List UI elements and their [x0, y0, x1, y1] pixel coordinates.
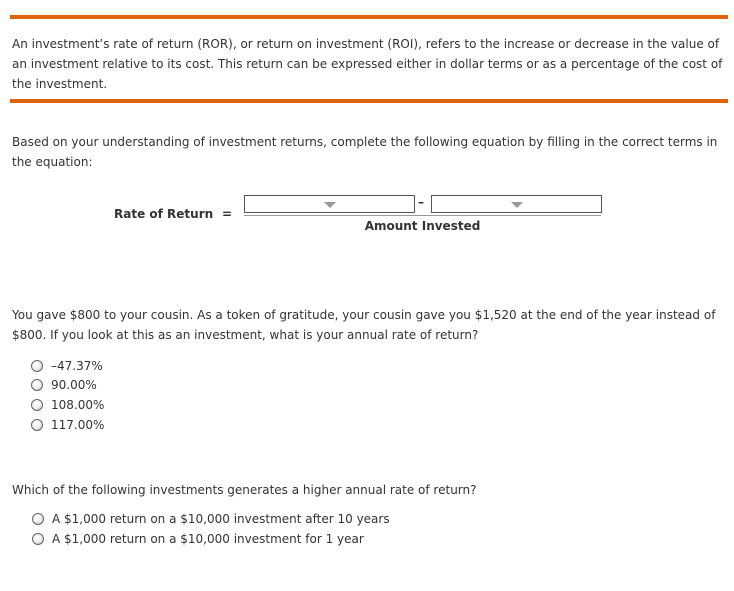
option-label: A $1,000 return on a $10,000 investment after 10 years	[52, 512, 390, 526]
q2-prompt: You gave $800 to your cousin. As a token of gratitude, your cousin gave you $1,520 at the end of the year instead of $800. If you look at this as an investment, what is your annual rate of return?	[12, 308, 716, 342]
option-label: –47.37%	[51, 359, 103, 373]
q3-option[interactable]	[32, 529, 364, 549]
radio-button[interactable]	[32, 513, 44, 525]
radio-button[interactable]	[31, 399, 43, 411]
numerator-term-1-select[interactable]	[244, 195, 415, 213]
equals-sign: =	[222, 207, 233, 221]
q2-option[interactable]	[31, 395, 104, 415]
option-label: 108.00%	[51, 398, 105, 412]
chevron-down-icon	[511, 202, 523, 208]
option-label: 117.00%	[51, 418, 105, 432]
q2-option[interactable]	[31, 375, 97, 395]
option-label: A $1,000 return on a $10,000 investment for 1 year	[52, 532, 364, 546]
radio-button[interactable]	[31, 360, 43, 372]
equation-lhs: Rate of Return	[114, 207, 214, 221]
option-label: 90.00%	[51, 378, 97, 392]
radio-button[interactable]	[32, 533, 44, 545]
q3-option[interactable]	[32, 509, 390, 529]
radio-button[interactable]	[31, 379, 43, 391]
bottom-divider	[10, 99, 728, 103]
radio-button[interactable]	[31, 419, 43, 431]
minus-sign: –	[418, 195, 424, 209]
q2-option[interactable]	[31, 415, 104, 435]
intro-text: An investment’s rate of return (ROR), or return on investment (ROI), refers to the increase or decrease in the value of an investment relative to its cost. This return can be expressed either in dollar terms or as a percentage of the cost of the investment.	[12, 37, 723, 91]
q3-prompt: Which of the following investments generates a higher annual rate of return?	[12, 483, 477, 497]
denominator: Amount Invested	[364, 219, 481, 233]
q2-option[interactable]	[31, 356, 103, 376]
chevron-down-icon	[324, 202, 336, 208]
q1-prompt: Based on your understanding of investment returns, complete the following equation by filling in the correct terms in the equation:	[12, 135, 718, 169]
fraction-line	[244, 215, 601, 216]
numerator-term-2-select[interactable]	[431, 195, 602, 213]
top-divider	[10, 15, 728, 19]
